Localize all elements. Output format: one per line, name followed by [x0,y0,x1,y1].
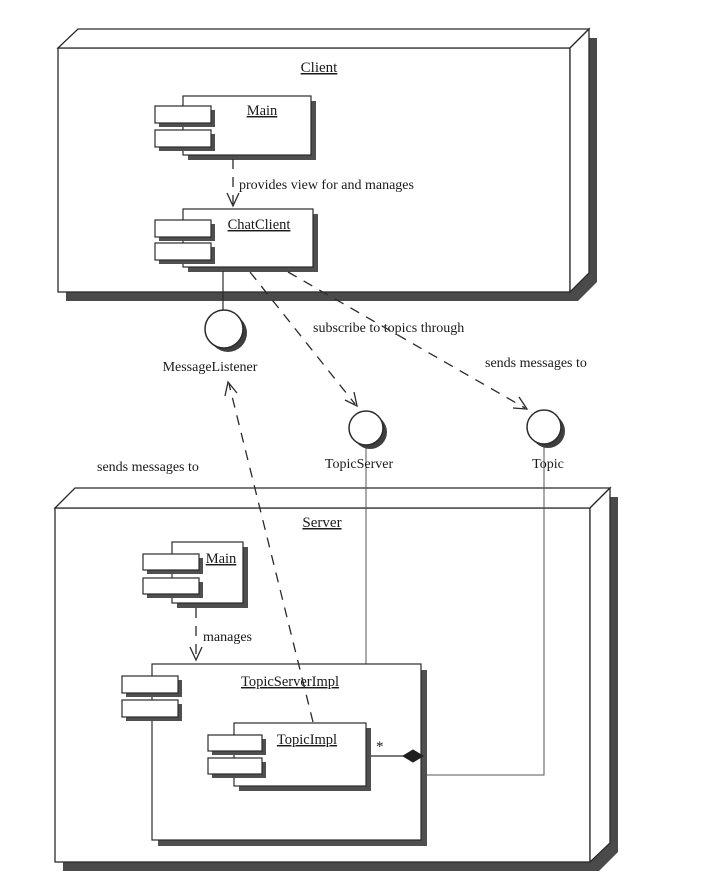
subscribe-label: subscribe to topics through [313,321,465,336]
server-main-tab2 [143,578,199,594]
topicserverimpl-tab2 [122,700,178,717]
sends-to-topic-label: sends messages to [485,356,587,371]
sends-to-listener-label: sends messages to [97,460,199,475]
topicimpl-tab2 [208,758,262,774]
topicserverimpl-title: TopicServerImpl [240,674,340,690]
topicserverimpl-tab1 [122,676,178,693]
manages-label: manages [203,630,252,645]
client-node-title: Client [300,60,338,76]
chatclient-tab1 [155,220,211,237]
chatclient-title: ChatClient [227,217,291,233]
topic-server-circle [349,411,383,445]
topic-server-interface [325,411,394,472]
client-main-tab2 [155,130,211,147]
topicimpl-tab1 [208,735,262,751]
client-main-tab1 [155,106,211,123]
client-node-top-face [58,29,589,48]
server-main-tab1 [143,554,199,570]
message-listener-circle [205,310,243,348]
topicimpl-title: TopicImpl [276,732,338,748]
chatclient-tab2 [155,243,211,260]
server-main-title: Main [205,551,237,567]
topic-circle [527,410,561,444]
server-node-title: Server [302,515,342,531]
server-node-right-face [590,488,610,862]
composition-multiplicity: * [376,739,384,755]
client-main-title: Main [246,103,278,119]
message-listener-label: MessageListener [162,360,258,375]
provides-view-label: provides view for and manages [239,178,414,193]
topic-server-label: TopicServer [324,457,394,472]
client-node-right-face [570,29,589,292]
sends-to-listener-arrowhead [225,382,237,396]
topic-label: Topic [532,457,564,472]
client-node [58,29,597,301]
server-node-top-face [55,488,610,508]
topic-interface [527,410,565,472]
